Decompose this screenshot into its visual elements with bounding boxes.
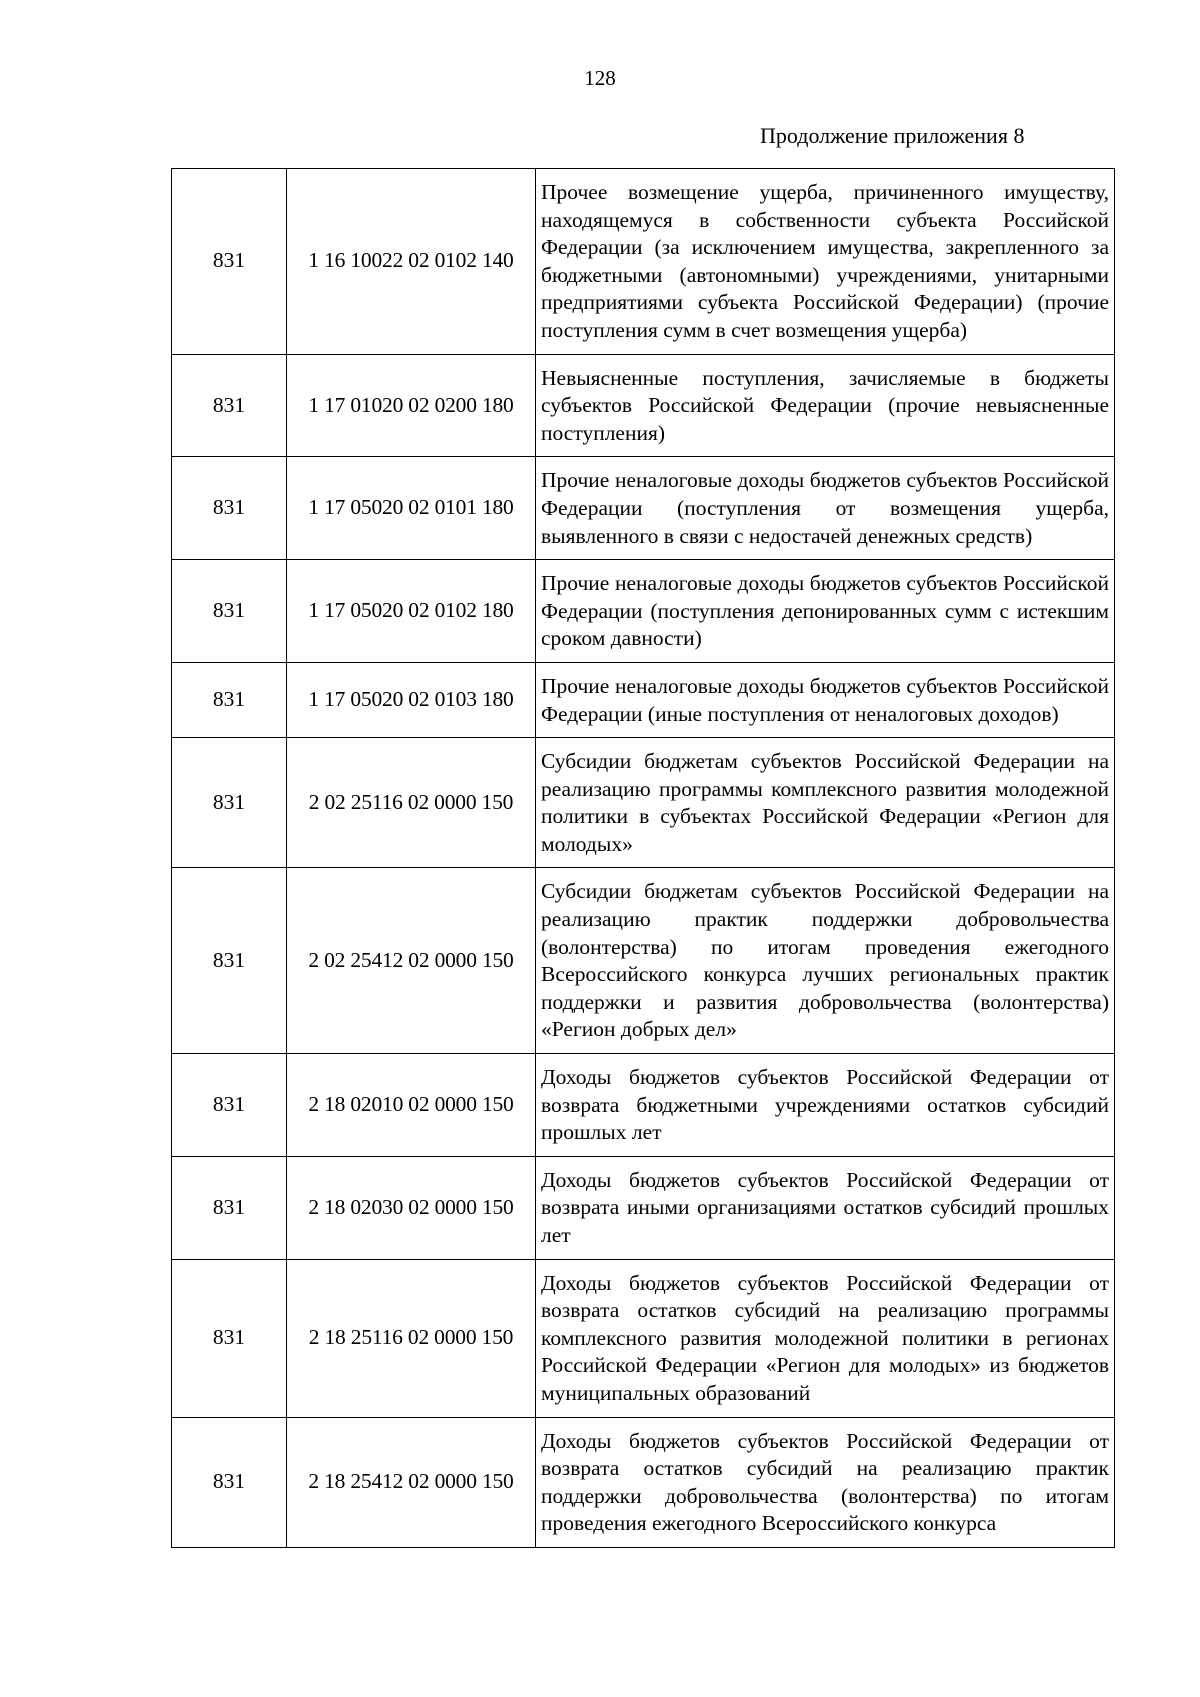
description-cell: Прочие неналоговые доходы бюджетов субъектов Российской Федерации (иные поступления от неналоговых доходов) [536, 662, 1115, 737]
table-row [172, 560, 1115, 663]
budget-classification-code-cell: 2 02 25412 02 0000 150 [287, 868, 536, 1054]
budget-classification-code-cell: 1 17 05020 02 0102 180 [287, 560, 536, 663]
admin-code-cell: 831 [172, 738, 287, 868]
admin-code-cell: 831 [172, 1156, 287, 1259]
description-cell: Прочие неналоговые доходы бюджетов субъектов Российской Федерации (поступления от возмещения ущерба, выявленного в связи с недостачей денежных средств) [536, 457, 1115, 560]
table-row [172, 1054, 1115, 1157]
admin-code-cell: 831 [172, 457, 287, 560]
budget-classification-code-cell: 2 18 02010 02 0000 150 [287, 1054, 536, 1157]
budget-classification-code-cell: 1 17 01020 02 0200 180 [287, 354, 536, 457]
description-cell: Доходы бюджетов субъектов Российской Федерации от возврата бюджетными учреждениями остатков субсидий прошлых лет [536, 1054, 1115, 1157]
table-row [172, 169, 1115, 355]
budget-classification-code-cell: 2 02 25116 02 0000 150 [287, 738, 536, 868]
table-row [172, 1417, 1115, 1547]
table-row [172, 354, 1115, 457]
admin-code-cell: 831 [172, 662, 287, 737]
budget-classification-code-cell: 1 16 10022 02 0102 140 [287, 169, 536, 355]
admin-code-cell: 831 [172, 1417, 287, 1547]
description-cell: Доходы бюджетов субъектов Российской Федерации от возврата остатков субсидий на реализацию практик поддержки добровольчества (волонтерства) по итогам проведения ежегодного Всероссийского конкурса [536, 1417, 1115, 1547]
table-row [172, 662, 1115, 737]
table-row [172, 457, 1115, 560]
page-number: 128 [584, 66, 616, 90]
description-cell: Доходы бюджетов субъектов Российской Федерации от возврата остатков субсидий на реализацию программы комплексного развития молодежной политики в регионах Российской Федерации «Регион для молодых» из бюджетов муниципальных образований [536, 1259, 1115, 1417]
budget-classification-code-cell: 1 17 05020 02 0103 180 [287, 662, 536, 737]
description-cell: Субсидии бюджетам субъектов Российской Федерации на реализацию программы комплексного развития молодежной политики в субъектах Российской Федерации «Регион для молодых» [536, 738, 1115, 868]
budget-classification-code-cell: 2 18 02030 02 0000 150 [287, 1156, 536, 1259]
budget-classification-code-cell: 2 18 25412 02 0000 150 [287, 1417, 536, 1547]
budget-codes-table [171, 168, 1115, 1548]
admin-code-cell: 831 [172, 354, 287, 457]
budget-classification-code-cell: 1 17 05020 02 0101 180 [287, 457, 536, 560]
description-cell: Прочие неналоговые доходы бюджетов субъектов Российской Федерации (поступления депонированных сумм с истекшим сроком давности) [536, 560, 1115, 663]
admin-code-cell: 831 [172, 1259, 287, 1417]
description-cell: Прочее возмещение ущерба, причиненного имуществу, находящемуся в собственности субъекта Российской Федерации (за исключением имущества, закрепленного за бюджетными (автономными) учреждениями, унитарными предприятиями субъекта Российской Федерации) (прочие поступления сумм в счет возмещения ущерба) [536, 169, 1115, 355]
admin-code-cell: 831 [172, 868, 287, 1054]
table-row [172, 1156, 1115, 1259]
table-body [172, 169, 1115, 1548]
appendix-continuation-label: Продолжение приложения 8 [760, 123, 1025, 148]
table-row [172, 738, 1115, 868]
admin-code-cell: 831 [172, 560, 287, 663]
admin-code-cell: 831 [172, 169, 287, 355]
description-cell: Доходы бюджетов субъектов Российской Федерации от возврата иными организациями остатков субсидий прошлых лет [536, 1156, 1115, 1259]
description-cell: Невыясненные поступления, зачисляемые в бюджеты субъектов Российской Федерации (прочие невыясненные поступления) [536, 354, 1115, 457]
table-row [172, 868, 1115, 1054]
description-cell: Субсидии бюджетам субъектов Российской Федерации на реализацию практик поддержки добровольчества (волонтерства) по итогам проведения ежегодного Всероссийского конкурса лучших региональных практик поддержки и развития добровольчества (волонтерства) «Регион добрых дел» [536, 868, 1115, 1054]
budget-classification-code-cell: 2 18 25116 02 0000 150 [287, 1259, 536, 1417]
table-row [172, 1259, 1115, 1417]
admin-code-cell: 831 [172, 1054, 287, 1157]
